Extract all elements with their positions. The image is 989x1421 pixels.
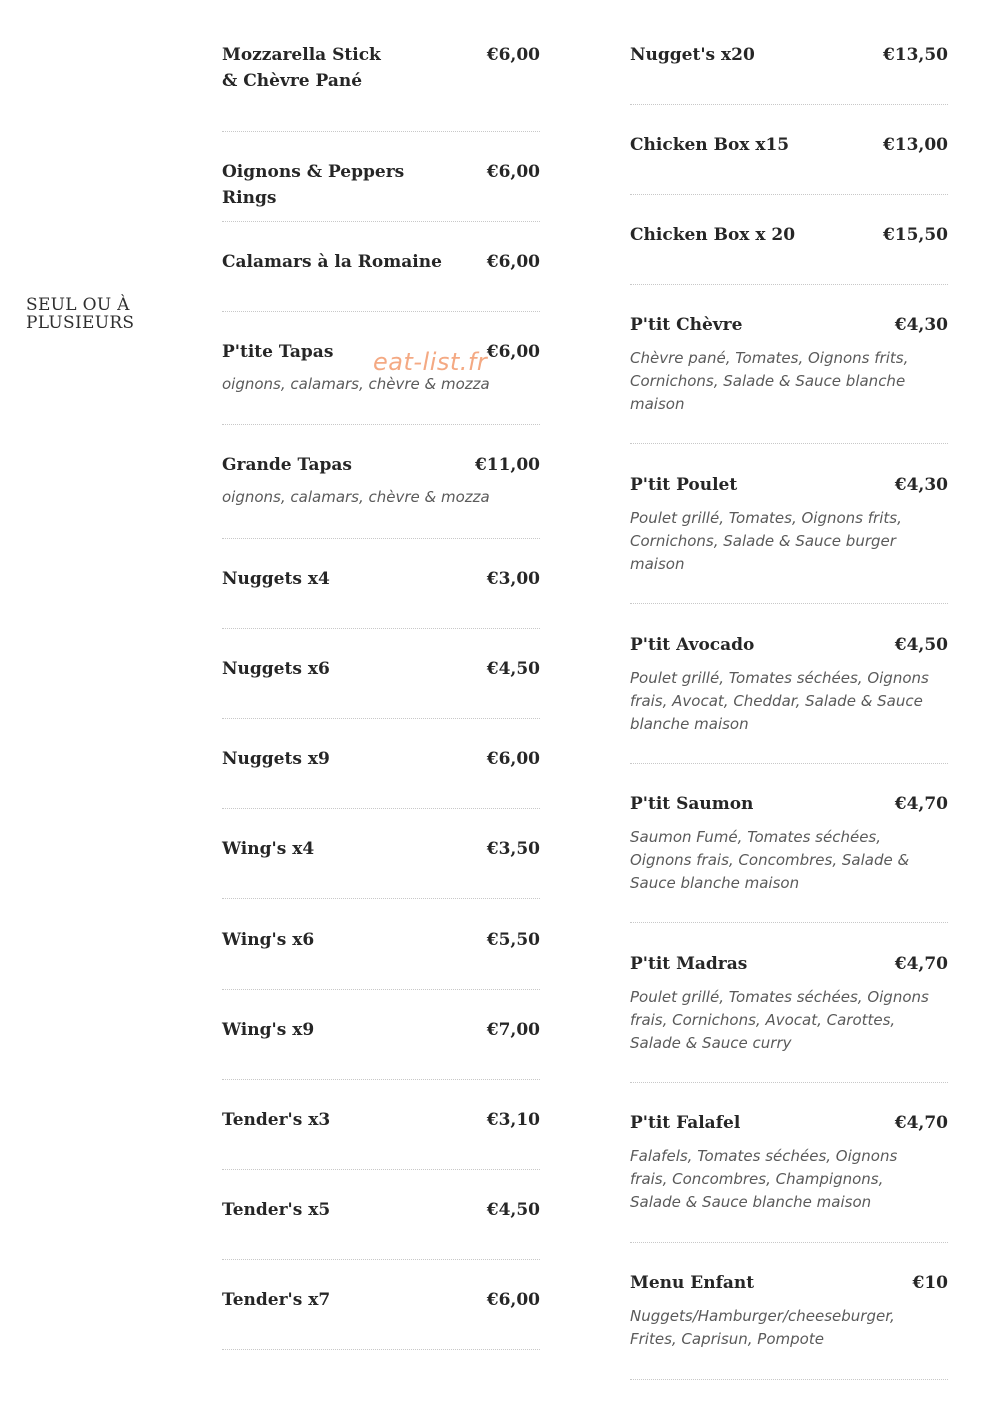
divider [630,1242,948,1243]
item-name: Nuggets x4 [222,569,330,589]
divider [222,1169,540,1170]
item-name: P'tite Tapas [222,342,334,362]
divider [222,538,540,539]
divider [630,763,948,764]
item-name: Chicken Box x 20 [630,225,796,245]
item-price: €4,70 [894,954,948,974]
divider [222,1259,540,1260]
item-price: €13,50 [882,45,948,65]
item-price: €15,50 [882,225,948,245]
divider [630,284,948,285]
item-price: €4,50 [486,659,540,679]
divider [630,194,948,195]
divider [222,221,540,222]
divider [222,898,540,899]
item-name: Chicken Box x15 [630,135,790,155]
divider [222,989,540,990]
item-price: €4,50 [894,635,948,655]
divider [630,1082,948,1083]
item-name: P'tit Saumon [630,794,754,814]
divider [222,1349,540,1350]
item-price: €4,70 [894,1113,948,1133]
divider [222,1079,540,1080]
item-name: P'tit Avocado [630,635,755,655]
item-price: €6,00 [486,1290,540,1310]
item-name: Tender's x3 [222,1110,331,1130]
watermark: eat-list.fr [373,348,488,376]
item-name: Tender's x5 [222,1200,331,1220]
item-description: Chèvre pané, Tomates, Oignons frits, Cornichons, Salade & Sauce blanche maison [630,349,909,413]
divider [630,1379,948,1380]
item-price: €6,00 [486,45,540,65]
section-title: SEUL OU À PLUSIEURS [26,295,135,333]
item-name: Nuggets x9 [222,749,330,769]
item-name: Oignons & Peppers Rings [222,162,405,208]
divider [630,104,948,105]
item-price: €6,00 [486,342,540,362]
item-price: €4,30 [894,315,948,335]
item-price: €4,70 [894,794,948,814]
item-description: Poulet grillé, Tomates séchées, Oignons frais, Cornichons, Avocat, Carottes, Salade & Sauce curry [630,988,929,1052]
item-description: oignons, calamars, chèvre & mozza [222,375,490,393]
item-price: €7,00 [486,1020,540,1040]
item-price: €3,10 [486,1110,540,1130]
item-price: €5,50 [486,930,540,950]
item-name: Nuggets x6 [222,659,330,679]
divider [630,603,948,604]
item-name: Nugget's x20 [630,45,755,65]
divider [222,628,540,629]
item-price: €6,00 [486,749,540,769]
divider [222,311,540,312]
item-price: €3,00 [486,569,540,589]
item-name: Grande Tapas [222,455,352,475]
item-name: Wing's x9 [222,1020,315,1040]
item-price: €3,50 [486,839,540,859]
item-price: €6,00 [486,162,540,182]
item-name: P'tit Falafel [630,1113,741,1133]
item-description: oignons, calamars, chèvre & mozza [222,488,490,506]
item-description: Saumon Fumé, Tomates séchées, Oignons frais, Concombres, Salade & Sauce blanche maison [630,828,910,892]
item-description: Falafels, Tomates séchées, Oignons frais, Concombres, Champignons, Salade & Sauce blanche maison [630,1147,898,1211]
item-name: Wing's x6 [222,930,315,950]
item-description: Poulet grillé, Tomates séchées, Oignons frais, Avocat, Cheddar, Salade & Sauce blanche maison [630,669,929,733]
item-price: €10 [912,1273,948,1293]
item-name: Mozzarella Stick & Chèvre Pané [222,45,381,91]
item-price: €13,00 [882,135,948,155]
item-price: €4,50 [486,1200,540,1220]
divider [630,922,948,923]
item-price: €4,30 [894,475,948,495]
item-description: Poulet grillé, Tomates, Oignons frits, Cornichons, Salade & Sauce burger maison [630,509,902,573]
item-price: €6,00 [486,252,540,272]
divider [222,131,540,132]
item-name: Menu Enfant [630,1273,755,1293]
item-name: Wing's x4 [222,839,315,859]
item-name: Calamars à la Romaine [222,252,442,272]
item-name: P'tit Madras [630,954,748,974]
divider [222,808,540,809]
divider [222,718,540,719]
item-price: €11,00 [474,455,540,475]
item-name: P'tit Chèvre [630,315,743,335]
item-name: P'tit Poulet [630,475,738,495]
divider [222,424,540,425]
divider [630,443,948,444]
item-description: Nuggets/Hamburger/cheeseburger, Frites, Caprisun, Pompote [630,1307,895,1348]
item-name: Tender's x7 [222,1290,331,1310]
